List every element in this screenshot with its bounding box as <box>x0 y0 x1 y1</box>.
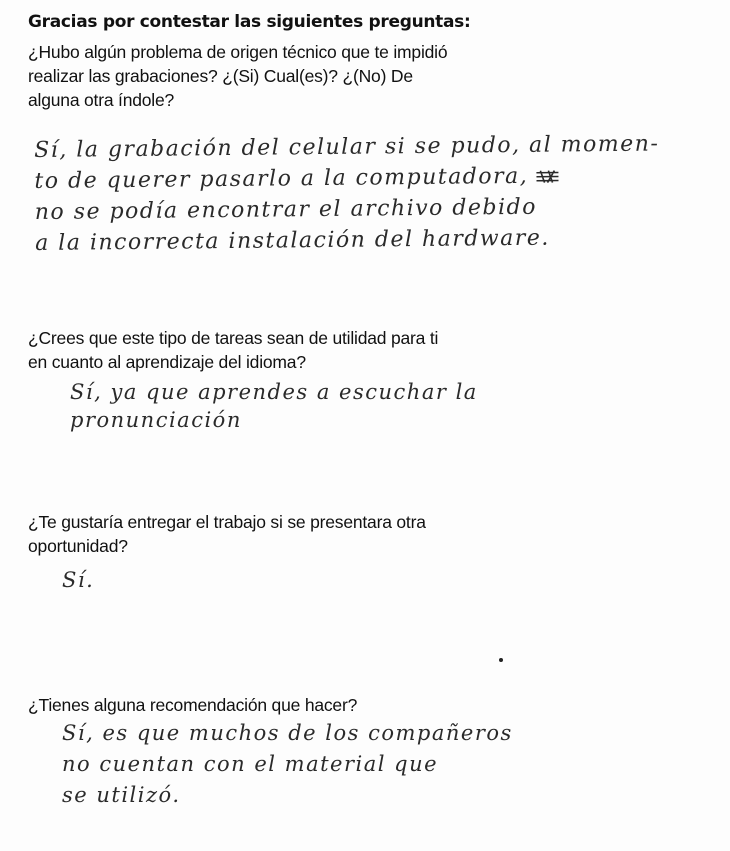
question-2-line-1: ¿Crees que este tipo de tareas sean de utilidad para ti <box>28 328 439 348</box>
question-2 <box>28 326 438 374</box>
answer-4-line-3: se utilizó. <box>62 783 181 807</box>
answer-4 <box>62 718 513 811</box>
scribble-icon <box>534 169 560 183</box>
answer-2-line-1: Sí, ya que aprendes a escuchar la <box>70 380 478 404</box>
answer-1 <box>34 128 660 259</box>
question-1-line-1: ¿Hubo algún problema de origen técnico que te impidió <box>28 42 448 62</box>
question-4-line-1: ¿Tienes alguna recomendación que hacer? <box>28 695 358 715</box>
question-3-line-1: ¿Te gustaría entregar el trabajo si se presentara otra <box>28 512 426 532</box>
answer-1-line-4: a la incorrecta instalación del hardware. <box>35 225 550 256</box>
answer-2-line-2: pronunciación <box>70 408 242 432</box>
question-4 <box>28 693 357 717</box>
survey-heading: Gracias por contestar las siguientes preguntas: <box>28 12 471 32</box>
question-1-line-3: alguna otra índole? <box>28 90 175 110</box>
answer-4-line-1: Sí, es que muchos de los compañeros <box>62 721 513 745</box>
answer-1-line-3: no se podía encontrar el archivo debido <box>34 194 538 225</box>
answer-4-line-2: no cuentan con el material que <box>62 752 439 776</box>
answer-3 <box>62 566 94 594</box>
answer-1-line-2-text: to de querer pasarlo a la computadora, <box>34 163 529 194</box>
question-1 <box>28 40 447 112</box>
question-2-line-2: en cuanto al aprendizaje del idioma? <box>28 352 306 372</box>
question-1-line-2: realizar las grabaciones? ¿(Si) Cual(es)? ¿(No) De <box>28 66 413 86</box>
stray-ink-dot <box>499 658 503 662</box>
question-3-line-2: oportunidad? <box>28 536 128 556</box>
answer-1-line-1: Sí, la grabación del celular si se pudo, al momen- <box>34 131 660 163</box>
question-3 <box>28 510 426 558</box>
answer-3-line-1: Sí. <box>62 568 95 592</box>
answer-2 <box>70 378 478 434</box>
